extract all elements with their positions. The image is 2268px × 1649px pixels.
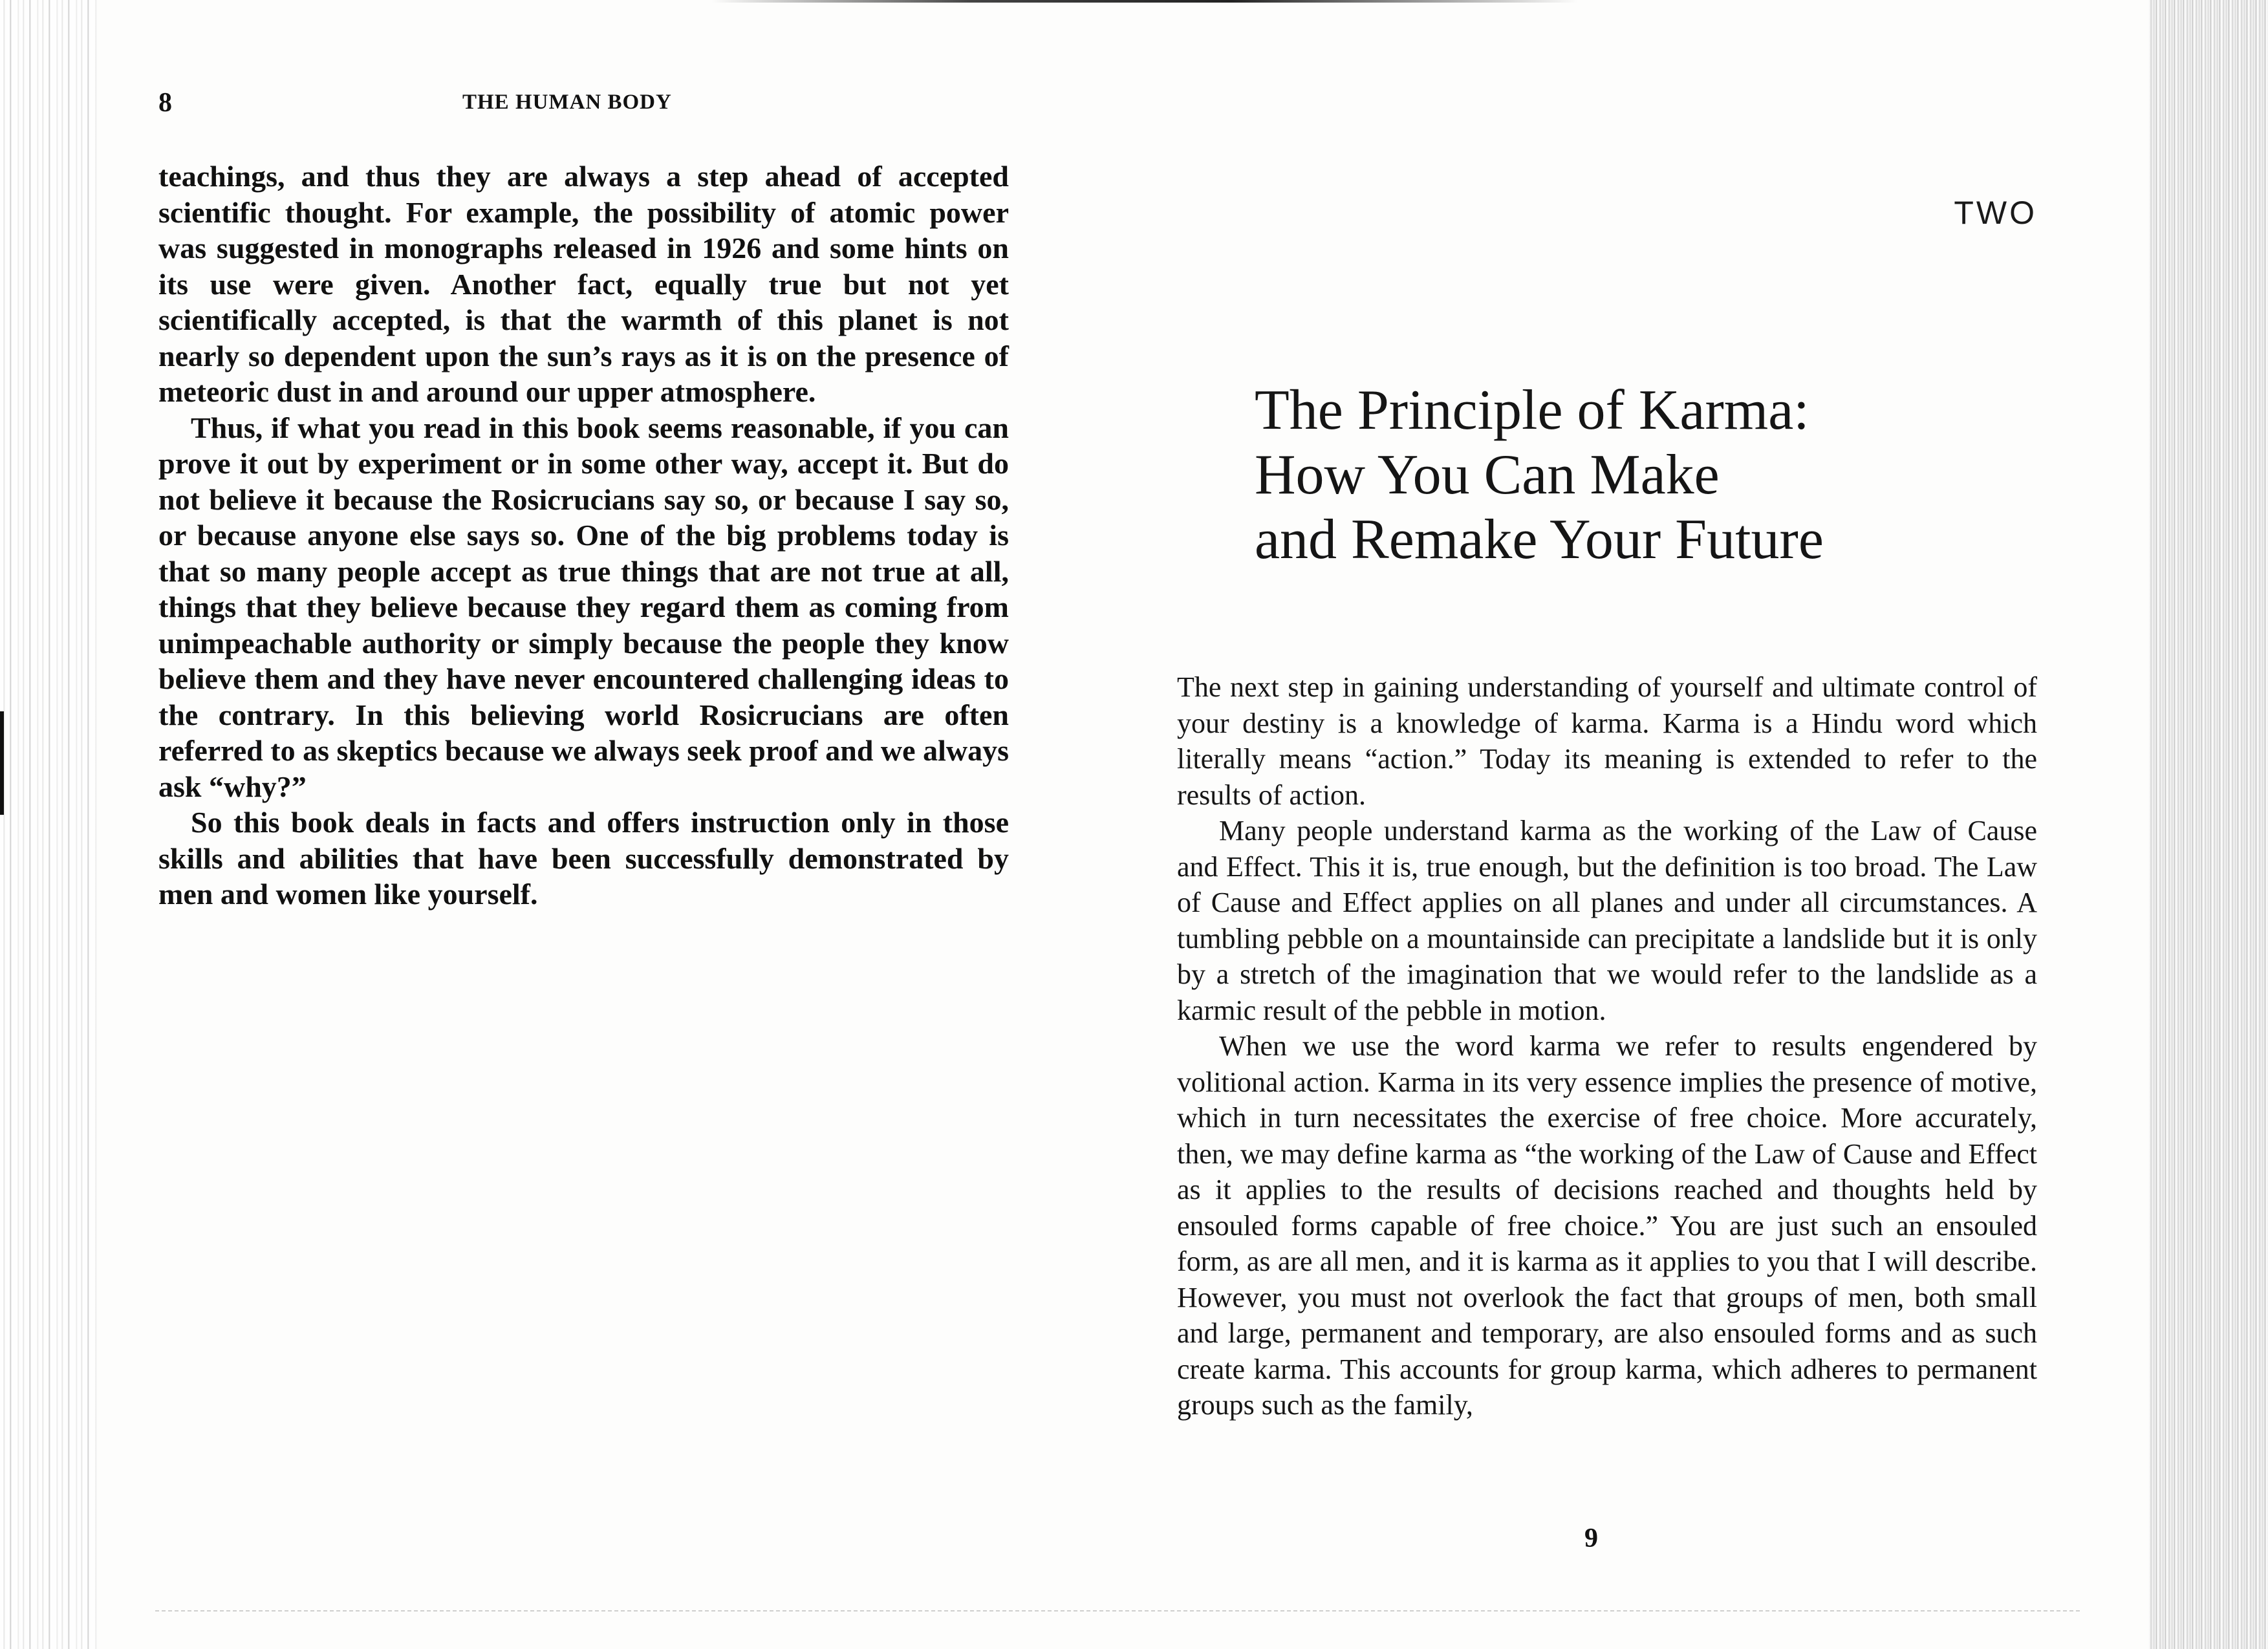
scan-edge-left xyxy=(0,0,97,1649)
chapter-title xyxy=(1255,378,1966,572)
running-head xyxy=(158,81,1009,126)
paragraph: teachings, and thus they are always a step ahead of accepted scientific thought. For example, the possibility of atomic power was suggested in monographs released in 1926 and some hints on its use were given. Another fact, equally true but not yet scientifically accepted, is that the warmth of this planet is not nearly so dependent upon the sun’s rays as it is on the presence of meteoric dust in and around our upper atmosphere. xyxy=(158,160,1009,408)
paragraph: When we use the word karma we refer to results engendered by volitional action. Karma in its very essence implies the presence of motive, which in turn necessitates the exercise of free choice. More accurately, then, we may define karma as “the working of the Law of Cause and Effect as it applies to the results of decisions reached and thoughts held by ensouled forms capable of free choice.” You are just such an ensouled form, as are all men, and it is karma as it applies to you that I will describe. However, you must not overlook the fact that groups of men, both small and large, permanent and temporary, are also ensouled forms and as such create karma. This accounts for group karma, which adheres to permanent groups such as the family, xyxy=(1177,1030,2037,1421)
scan-bottom-line xyxy=(155,1610,2082,1611)
scan-mark xyxy=(0,711,4,815)
page-number-left: 8 xyxy=(158,88,172,118)
paragraph: Thus, if what you read in this book seems reasonable, if you can prove it out by experiment or in some other way, accept it. But do not believe it because the Rosicrucians say so, or because I say so, or because anyone else says so. One of the big problems today is that so many people accept as true things that are not true at all, things that they believe because they regard them as coming from unimpeachable authority or simply because the people they know believe them and they have never encountered challenging ideas to the contrary. In this believing world Rosicrucians are often referred to as skeptics because we always seek proof and we always ask “why?” xyxy=(158,411,1009,803)
chapter-title-line: and Remake Your Future xyxy=(1255,508,1824,571)
scan-edge-right xyxy=(2148,0,2268,1649)
chapter-title-line: The Principle of Karma: xyxy=(1255,379,1809,442)
page-number-right: 9 xyxy=(1584,1524,1598,1553)
chapter-number: TWO xyxy=(1954,195,2037,231)
paragraph: Many people understand karma as the working of the Law of Cause and Effect. This it is, true enough, but the definition is too broad. The Law of Cause and Effect applies on all planes and under all circumstances. A tumbling pebble on a mountainside can precipitate a landslide but it is only by a stretch of the imagination that we would refer to the landslide as a karmic result of the pebble in motion. xyxy=(1177,815,2037,1026)
running-head-title: THE HUMAN BODY xyxy=(462,91,672,114)
paragraph: The next step in gaining understanding of yourself and ultimate control of your destiny is a knowledge of karma. Karma is a Hindu word which literally means “action.” Today its meaning is extended to refer to the results of action. xyxy=(1177,671,2037,811)
chapter-title-line: How You Can Make xyxy=(1255,444,1720,506)
left-page-body xyxy=(158,158,1009,912)
scan-top-shadow xyxy=(711,0,1578,3)
paragraph: So this book deals in facts and offers instruction only in those skills and abilities that have been successfully demonstrated by men and women like yourself. xyxy=(158,806,1009,911)
left-page xyxy=(158,81,1009,912)
right-page-body xyxy=(1177,669,2037,1423)
